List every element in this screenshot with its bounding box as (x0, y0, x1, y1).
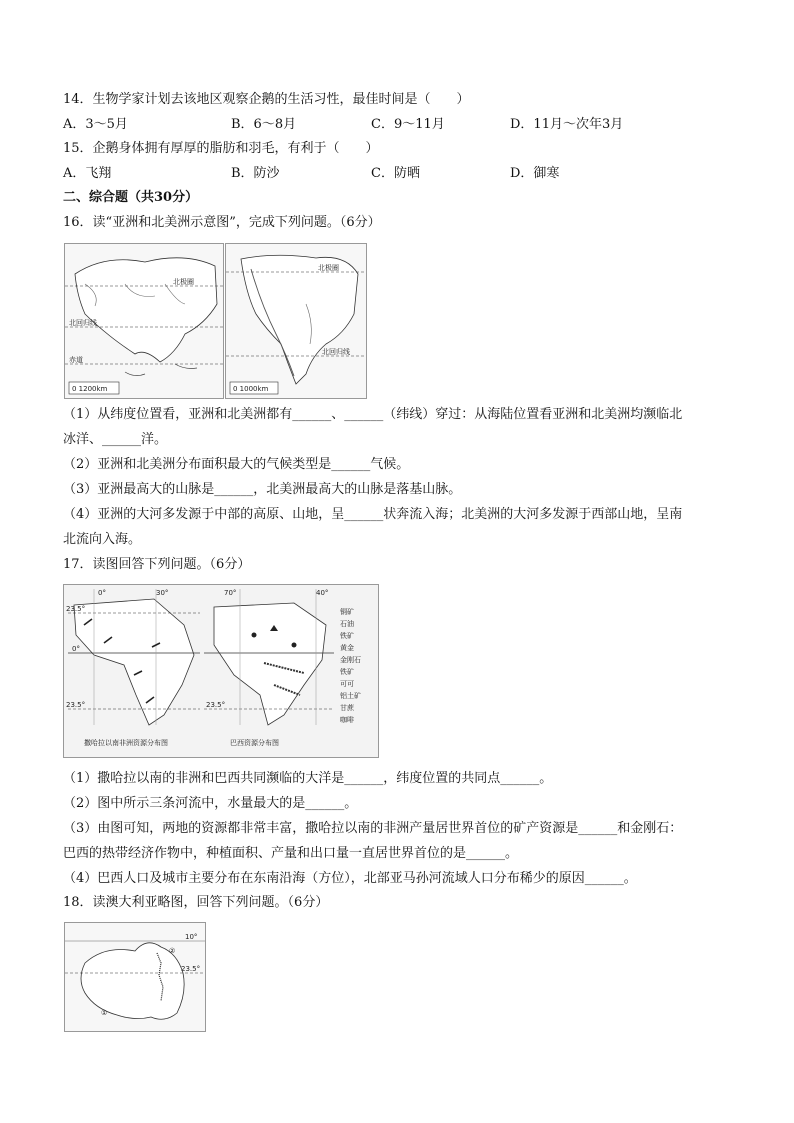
q16-sub4-line2: 北流向入海。 (63, 532, 142, 547)
asia-equator-label: 赤道 (69, 356, 83, 364)
q17-sub1: （1）撒哈拉以南的非洲和巴西共同濒临的大洋是______，纬度位置的共同点______。 (63, 771, 553, 786)
q17-sub4: （4）巴西人口及城市主要分布在东南沿海（方位），北部亚马孙河流域人口分布稀少的原因______。 (63, 871, 637, 886)
legend-item-1: 铜矿 (340, 608, 354, 616)
north-america-map (225, 243, 367, 399)
q14-option-c: C．9～11月 (371, 117, 445, 132)
q15-option-d: D．御寒 (510, 166, 560, 181)
q17-stem: 17．读图回答下列问题。（6分） (63, 557, 251, 572)
australia-lat10: 10° (185, 933, 198, 941)
africa-caption: 撒哈拉以南非洲资源分布图 (84, 739, 168, 747)
q16-stem: 16．读“亚洲和北美洲示意图”，完成下列问题。（6分） (63, 215, 381, 230)
q15-stem: 15．企鹅身体拥有厚厚的脂肪和羽毛，有利于（ ） (63, 141, 379, 156)
na-scale: 0 1000km (233, 385, 269, 393)
asia-tropic-label: 北回归线 (69, 319, 97, 327)
north-america-map-drawing (226, 244, 366, 398)
australia-map (64, 922, 206, 1032)
q16-sub2: （2）亚洲和北美洲分布面积最大的气候类型是______气候。 (63, 457, 410, 472)
asia-arctic-label: 北极圈 (173, 278, 194, 286)
africa-lat-s: 23.5° (66, 701, 86, 709)
africa-lat-eq: 0° (72, 645, 80, 653)
q15-option-b: B．防沙 (231, 166, 280, 181)
q15-option-a: A．飞翔 (63, 166, 112, 181)
na-arctic-label: 北极圈 (318, 264, 339, 272)
resource-maps-drawing (64, 585, 378, 757)
asia-map-drawing (65, 244, 223, 398)
legend-item-8: 铝土矿 (340, 692, 361, 700)
brazil-lon40: 40° (316, 589, 329, 597)
q14-option-d: D．11月～次年3月 (510, 117, 624, 132)
brazil-caption: 巴西资源分布图 (230, 739, 279, 747)
q16-sub1-line2: 冰洋、______洋。 (63, 432, 168, 447)
resource-maps (63, 584, 379, 758)
q17-sub3-line1: （3）由图可知，两地的资源都非常丰富，撒哈拉以南的非洲产量居世界首位的矿产资源是______和金刚石： (63, 821, 683, 836)
legend-item-9: 甘蔗 (340, 704, 354, 712)
africa-lon0: 0° (98, 589, 106, 597)
q17-sub2: （2）图中所示三条河流中，水量最大的是______。 (63, 796, 358, 811)
q14-option-b: B．6～8月 (231, 117, 297, 132)
q18-stem: 18．读澳大利亚略图，回答下列问题。（6分） (63, 895, 329, 910)
q14-option-a: A．3～5月 (63, 117, 128, 132)
australia-lat23: 23.5° (181, 965, 201, 973)
q14-stem: 14．生物学家计划去该地区观察企鹅的生活习性，最佳时间是（ ） (63, 92, 470, 107)
q15-option-c: C．防晒 (371, 166, 420, 181)
legend-item-5: 金刚石 (340, 656, 361, 664)
australia-marker-1: ① (101, 1009, 108, 1017)
brazil-lat-s: 23.5° (206, 701, 226, 709)
q17-sub3-line2: 巴西的热带经济作物中，种植面积、产量和出口量一直居世界首位的是______。 (63, 846, 519, 861)
africa-lat-n: 23.5° (66, 605, 86, 613)
australia-marker-2: ② (169, 947, 176, 955)
legend-item-3: 铁矿 (340, 632, 354, 640)
asia-scale: 0 1200km (72, 385, 108, 393)
section-heading: 二、综合题（共30分） (63, 190, 199, 205)
asia-map (64, 243, 224, 399)
q16-sub1-line1: （1）从纬度位置看，亚洲和北美洲都有______、______（纬线）穿过：从海陆位置看亚洲和北美洲均濒临北 (63, 407, 683, 422)
na-tropic-label: 北回归线 (322, 348, 350, 356)
legend-item-4: 黄金 (340, 644, 354, 652)
q16-sub4-line1: （4）亚洲的大河多发源于中部的高原、山地，呈______状奔流入海；北美洲的大河多发源于西部山地，呈南 (63, 507, 683, 522)
africa-lon30: 30° (156, 589, 169, 597)
legend-item-6: 铁矿 (340, 668, 354, 676)
legend-item-7: 可可 (340, 680, 354, 688)
australia-map-drawing (65, 923, 205, 1031)
legend-item-2: 石油 (340, 620, 354, 628)
legend-item-10: 咖啡 (340, 716, 354, 724)
q16-sub3: （3）亚洲最高大的山脉是______，北美洲最高大的山脉是落基山脉。 (63, 482, 462, 497)
brazil-lon70: 70° (224, 589, 237, 597)
